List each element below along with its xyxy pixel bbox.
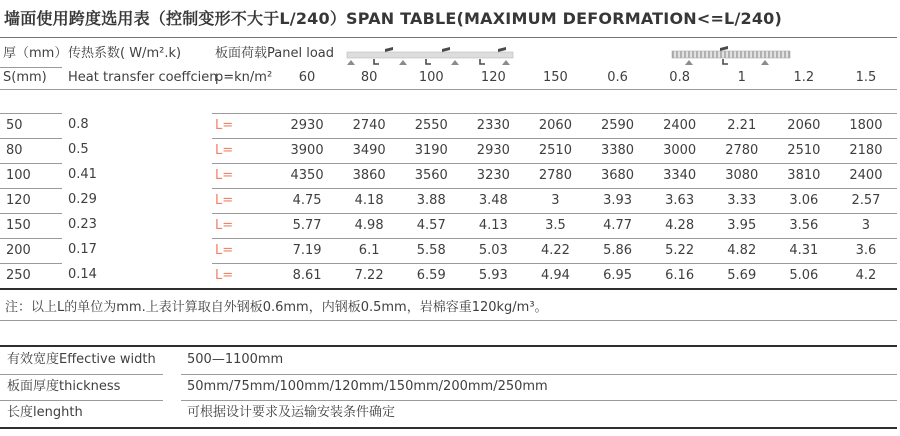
- spec-label: 板面厚度thickness: [0, 374, 163, 402]
- span-value: 4.98: [338, 213, 400, 238]
- thickness-header-en: S(mm): [0, 67, 62, 90]
- span-value: 4350: [276, 163, 338, 188]
- span-value: 4.31: [773, 238, 835, 263]
- span-value: 2400: [835, 163, 897, 188]
- span-value: 2510: [773, 138, 835, 163]
- load-column-header: 80: [338, 67, 400, 90]
- span-value: 8.61: [276, 263, 338, 288]
- spec-label: 有效宽度Effective width: [0, 347, 163, 375]
- span-value: 2400: [649, 113, 711, 138]
- span-value: 3680: [586, 163, 648, 188]
- thickness-cell: 80: [0, 138, 62, 163]
- l-equals-label: L=: [212, 188, 276, 213]
- span-value: 6.16: [649, 263, 711, 288]
- span-value: 2.21: [711, 113, 773, 138]
- span-value: 3.48: [462, 188, 524, 213]
- span-value: 4.18: [338, 188, 400, 213]
- spec-value: 500—1100mm: [181, 347, 897, 375]
- span-value: 4.57: [400, 213, 462, 238]
- span-value: 2590: [586, 113, 648, 138]
- panel-load-header: 板面荷载Panel load: [215, 46, 334, 61]
- thickness-cell: 200: [0, 238, 62, 263]
- spec-gap: [163, 400, 181, 427]
- span-value: 5.86: [586, 238, 648, 263]
- coefficient-cell: 0.23: [68, 217, 97, 232]
- coefficient-cell: 0.8: [68, 117, 89, 132]
- coefficient-cell: 0.41: [68, 167, 97, 182]
- span-value: 4.75: [276, 188, 338, 213]
- span-value: 3: [524, 188, 586, 213]
- spec-gap: [163, 374, 181, 402]
- table-row: [0, 138, 897, 163]
- table-row: [0, 163, 897, 188]
- table-row: [0, 213, 897, 238]
- thickness-header-cn: 厚（mm）: [0, 41, 62, 68]
- span-value: 3080: [711, 163, 773, 188]
- heat-coefficient-header-en: Heat transfer coeffcien: [62, 67, 212, 90]
- table-row: [0, 263, 897, 288]
- thickness-cell: 150: [0, 213, 62, 238]
- load-column-header: 1.2: [773, 67, 835, 90]
- span-value: 3900: [276, 138, 338, 163]
- span-value: 3.6: [835, 238, 897, 263]
- span-value: 7.22: [338, 263, 400, 288]
- span-value: 2780: [711, 138, 773, 163]
- span-value: 3490: [338, 138, 400, 163]
- span-value: 3.5: [524, 213, 586, 238]
- span-value: 3000: [649, 138, 711, 163]
- footnote: 注：以上L的单位为mm.上表计算取自外钢板0.6mm，内钢板0.5mm，岩棉容重120kg/m³。: [5, 300, 548, 315]
- spec-row: [0, 374, 897, 401]
- span-value: 3.88: [400, 188, 462, 213]
- divider: [0, 320, 897, 321]
- table-row: [0, 113, 897, 138]
- span-value: 3.93: [586, 188, 648, 213]
- span-table-body: [0, 113, 897, 290]
- coefficient-cell: 0.14: [68, 267, 97, 282]
- span-value: 3190: [400, 138, 462, 163]
- span-value: 2060: [524, 113, 586, 138]
- span-value: 3.95: [711, 213, 773, 238]
- l-equals-label: L=: [212, 113, 276, 138]
- spec-table: [0, 345, 897, 429]
- span-value: 2.57: [835, 188, 897, 213]
- span-value: 2930: [276, 113, 338, 138]
- table-row: [0, 238, 897, 263]
- span-value: 1800: [835, 113, 897, 138]
- load-column-header: 0.6: [586, 67, 648, 90]
- coefficient-cell: 0.29: [68, 192, 97, 207]
- span-value: 3340: [649, 163, 711, 188]
- spec-label: 长度lenghth: [7, 405, 83, 420]
- span-value: 3.63: [649, 188, 711, 213]
- span-value: 6.95: [586, 263, 648, 288]
- spec-value: 50mm/75mm/100mm/120mm/150mm/200mm/250mm: [181, 374, 897, 402]
- spec-gap: [163, 347, 181, 375]
- thickness-cell: 50: [0, 113, 62, 138]
- span-value: 2550: [400, 113, 462, 138]
- spec-row: [0, 400, 897, 427]
- coefficient-cell: 0.17: [68, 242, 97, 257]
- load-column-header: 100: [400, 67, 462, 90]
- span-value: 3380: [586, 138, 648, 163]
- span-value: 3.33: [711, 188, 773, 213]
- span-value: 2780: [524, 163, 586, 188]
- span-value: 2330: [462, 113, 524, 138]
- span-value: 4.77: [586, 213, 648, 238]
- span-value: 4.13: [462, 213, 524, 238]
- span-table-header: [0, 41, 897, 90]
- multi-span-beam-icon: [346, 43, 516, 71]
- span-value: 6.1: [338, 238, 400, 263]
- coefficient-cell: 0.5: [68, 142, 89, 157]
- l-equals-label: L=: [212, 138, 276, 163]
- span-value: 3560: [400, 163, 462, 188]
- load-column-header: 0.8: [649, 67, 711, 90]
- span-value: 4.82: [711, 238, 773, 263]
- page-title: 墙面使用跨度选用表（控制变形不大于L/240）SPAN TABLE(MAXIMUM DEFORMATION<=L/240): [4, 9, 782, 28]
- l-equals-label: L=: [212, 163, 276, 188]
- two-span-beam-icon: [671, 43, 792, 71]
- table-row: [0, 188, 897, 213]
- span-value: 4.94: [524, 263, 586, 288]
- span-value: 5.77: [276, 213, 338, 238]
- load-column-header: 60: [276, 67, 338, 90]
- thickness-cell: 120: [0, 188, 62, 213]
- span-value: 6.59: [400, 263, 462, 288]
- l-equals-label: L=: [212, 238, 276, 263]
- l-equals-label: L=: [212, 263, 276, 288]
- span-value: 3.06: [773, 188, 835, 213]
- span-value: 4.28: [649, 213, 711, 238]
- load-column-header: 1.5: [835, 67, 897, 90]
- span-value: 2060: [773, 113, 835, 138]
- span-value: 2510: [524, 138, 586, 163]
- span-value: 2180: [835, 138, 897, 163]
- span-value: 3.56: [773, 213, 835, 238]
- span-value: 4.22: [524, 238, 586, 263]
- spec-value: 可根据设计要求及运输安装条件确定: [187, 405, 396, 420]
- divider: [0, 37, 897, 38]
- thickness-cell: 250: [0, 263, 62, 288]
- span-value: 3230: [462, 163, 524, 188]
- span-value: 5.58: [400, 238, 462, 263]
- load-column-header: 1: [711, 67, 773, 90]
- span-value: 7.19: [276, 238, 338, 263]
- span-value: 2930: [462, 138, 524, 163]
- span-value: 5.03: [462, 238, 524, 263]
- l-equals-label: L=: [212, 213, 276, 238]
- span-value: 2740: [338, 113, 400, 138]
- span-value: 5.69: [711, 263, 773, 288]
- load-column-header: 120: [462, 67, 524, 90]
- span-value: 3: [835, 213, 897, 238]
- span-value: 4.2: [835, 263, 897, 288]
- span-value: 3860: [338, 163, 400, 188]
- span-value: 3810: [773, 163, 835, 188]
- span-value: 5.22: [649, 238, 711, 263]
- heat-coefficient-header-cn: 传热系数( W/m².k): [68, 46, 182, 61]
- load-column-header: 150: [524, 67, 586, 90]
- span-value: 5.93: [462, 263, 524, 288]
- thickness-cell: 100: [0, 163, 62, 188]
- pressure-unit-header: p=kn/m²: [212, 67, 276, 90]
- spec-row: [0, 347, 897, 374]
- span-value: 5.06: [773, 263, 835, 288]
